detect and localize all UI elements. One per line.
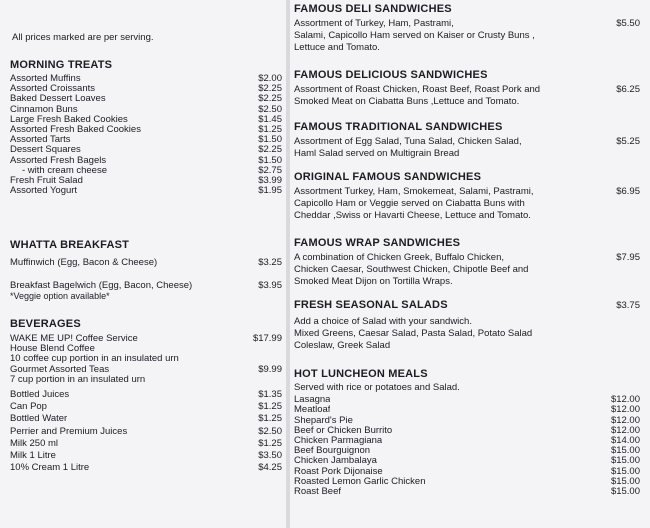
veggie-note: *Veggie option available* [10,291,110,302]
column-divider [286,0,290,528]
menu-list [294,395,640,497]
menu-item [294,446,640,456]
menu-item [10,365,282,375]
item-price: $2.50 [258,425,282,437]
item-price: $15.00 [610,455,640,467]
section-description [294,186,640,222]
item-name: Can Pop [10,402,47,413]
description-line: Lettuce and Tomato. [294,42,380,53]
menu-item [10,390,282,400]
menu-item [294,487,640,497]
item-name: Assorted Fresh Bagels [10,155,107,166]
item-price: $1.25 [258,413,282,425]
menu-item [10,135,282,145]
description-line: Assortment of Egg Salad, Tuna Salad, Chicken Salad, [294,136,522,147]
menu-item [294,395,640,405]
item-name: Dessert Squares [10,145,81,156]
item-name: Bottled Juices [10,389,70,400]
item-price: $3.25 [258,257,282,268]
menu-item [10,334,282,344]
description-line: Smoked Meat Dijon on Tortilla Wraps. [294,276,453,287]
item-name: Roast Beef [294,486,341,497]
section-whatta-breakfast [10,239,282,301]
item-price: $4.25 [258,462,282,474]
section-hot-luncheon [294,368,640,497]
item-price: $1.25 [258,437,282,449]
description-line: Salami, Capicollo Ham served on Kaiser or Crusty Buns , [294,30,535,41]
section-title: FAMOUS WRAP SANDWICHES [294,237,461,249]
menu-item [10,344,282,354]
item-price: $17.99 [252,333,282,344]
section-traditional-sandwiches [294,121,640,160]
section-title: FAMOUS DELICIOUS SANDWICHES [294,69,488,81]
menu-list [10,74,282,196]
item-name: Roasted Lemon Garlic Chicken [294,476,426,487]
description-line: Assortment of Roast Chicken, Roast Beef, Roast Pork and [294,84,541,95]
item-name: Assorted Muffins [10,74,81,84]
item-name: Bottled Water [10,414,68,425]
item-name: Breakfast Bagelwich (Egg, Bacon, Cheese) [10,281,193,292]
section-description [294,84,640,108]
description-line: Assortment Turkey, Ham, Smokemeat, Salami, Pastrami, [294,186,534,197]
menu-item [10,281,282,291]
menu-item [10,105,282,115]
item-price: $1.35 [258,388,282,400]
item-name: Milk 250 ml [10,438,59,449]
menu-item [10,463,282,473]
menu-item [294,456,640,466]
item-price: $2.00 [258,73,282,84]
item-name: Assorted Tarts [10,135,71,146]
section-description [294,136,640,160]
section-delicious-sandwiches [294,69,640,108]
section-description [294,252,640,288]
section-price: $6.95 [616,186,640,197]
item-name: Gourmet Assorted Teas [10,364,110,375]
description-line: Assortment of Turkey, Ham, Pastrami, [294,18,454,29]
item-name: Baked Dessert Loaves [10,94,106,105]
description-line: Mixed Greens, Caesar Salad, Pasta Salad, Potato Salad [294,328,533,339]
menu-item [10,94,282,104]
section-description [294,18,640,54]
section-price: $5.50 [616,18,640,29]
menu-item [294,426,640,436]
item-name: Assorted Fresh Baked Cookies [10,124,141,135]
item-name: Beef or Chicken Burrito [294,425,393,436]
item-name: 10% Cream 1 Litre [10,463,90,474]
section-title: MORNING TREATS [10,59,113,71]
item-name: - with cream cheese [22,165,108,176]
item-name: 10 coffee cup portion in an insulated urn [10,354,179,365]
section-title: HOT LUNCHEON MEALS [294,368,428,380]
menu-item [294,436,640,446]
menu-item [10,186,282,196]
item-name: Chicken Parmagiana [294,435,383,446]
menu-item [10,115,282,125]
item-price: $2.50 [258,103,282,115]
item-name: Muffinwich (Egg, Bacon & Cheese) [10,258,158,268]
item-name: Shepard's Pie [294,415,353,426]
item-price: $1.95 [258,185,282,197]
section-price: $6.25 [616,84,640,95]
menu-item [10,156,282,166]
menu-item [294,416,640,426]
menu-item [10,402,282,412]
item-name: Perrier and Premium Juices [10,426,128,437]
item-price: $14.00 [610,434,640,446]
section-title: BEVERAGES [10,318,81,330]
item-price: $1.50 [258,154,282,166]
item-price: $12.00 [610,424,640,436]
item-name: Beef Bourguignon [294,446,371,457]
menu-item [10,84,282,94]
item-price: $15.00 [610,445,640,457]
section-deli-sandwiches [294,3,640,54]
item-name: Lasagna [294,395,331,406]
section-title: ORIGINAL FAMOUS SANDWICHES [294,171,482,183]
menu-item [10,166,282,176]
menu-item [10,427,282,437]
item-price: $3.99 [258,174,282,186]
item-price: $1.25 [258,123,282,135]
right-column [294,0,640,528]
section-price: $7.95 [616,252,640,263]
section-morning-treats [10,59,282,196]
section-title: FRESH SEASONAL SALADS [294,299,448,311]
section-price: $5.25 [616,136,640,147]
item-price [278,375,282,385]
item-name: Cinnamon Buns [10,104,78,115]
item-name: Assorted Yogurt [10,186,78,197]
menu-item [10,375,282,385]
item-name: Milk 1 Litre [10,450,56,461]
item-price: $2.75 [258,164,282,176]
menu-item [10,414,282,424]
section-subtitle [294,383,640,393]
item-price: $2.25 [258,83,282,95]
item-price: $1.45 [258,113,282,125]
section-seasonal-salads [294,299,640,352]
menu-item [10,354,282,364]
section-title: FAMOUS TRADITIONAL SANDWICHES [294,121,503,133]
item-price: $2.25 [258,93,282,105]
menu-list [10,334,282,473]
item-name: Roast Pork Dijonaise [294,466,383,477]
section-wrap-sandwiches [294,237,640,288]
section-beverages [10,318,282,473]
item-price: $3.50 [258,449,282,461]
item-name: Chicken Jambalaya [294,456,377,467]
item-name: Large Fresh Baked Cookies [10,114,128,125]
menu-item [10,451,282,461]
description-line: Coleslaw, Greek Salad [294,340,391,351]
description-line: A combination of Chicken Greek, Buffalo Chicken, [294,252,504,263]
menu-item [10,439,282,449]
menu-item [294,467,640,477]
description-line: Haml Salad served on Multigrain Bread [294,148,460,159]
section-price: $3.75 [616,300,640,311]
description-line: Chicken Caesar, Southwest Chicken, Chipotle Beef and [294,264,529,275]
menu-item [10,258,282,268]
item-price: $15.00 [610,475,640,487]
serving-note: All prices marked are per serving. [12,32,154,43]
item-price: $9.99 [258,363,282,375]
subtitle-text: Served with rice or potatoes and Salad. [294,383,460,393]
menu-item [294,477,640,487]
menu-item [10,74,282,84]
item-price: $12.00 [610,414,640,426]
item-price: $3.95 [258,280,282,292]
item-name: WAKE ME UP! Coffee Service [10,334,138,344]
item-price: $2.25 [258,144,282,156]
description-line: Capicollo Ham or Veggie served on Ciabatta Buns with [294,198,525,209]
item-price: $1.25 [258,401,282,413]
section-title: FAMOUS DELI SANDWICHES [294,3,452,15]
item-price: $12.00 [610,394,640,406]
item-name: Meatloaf [294,405,331,416]
description-line: Add a choice of Salad with your sandwich. [294,316,472,327]
section-title: WHATTA BREAKFAST [10,239,130,251]
menu-item [294,405,640,415]
left-column [10,0,282,528]
item-price: $1.50 [258,134,282,146]
item-name: House Blend Coffee [10,344,95,355]
menu-item [10,176,282,186]
description-line: Cheddar ,Swiss or Havarti Cheese, Lettuce and Tomato. [294,210,531,221]
item-price: $15.00 [610,465,640,477]
item-price [278,344,282,354]
description-line: Smoked Meat on Ciabatta Buns ,Lettuce and Tomato. [294,96,520,107]
section-original-sandwiches [294,171,640,222]
item-name: Fresh Fruit Salad [10,175,83,186]
item-price: $12.00 [610,404,640,416]
item-price: $15.00 [610,485,640,497]
menu-item [10,125,282,135]
item-name: Assorted Croissants [10,84,96,95]
item-name: 7 cup portion in an insulated urn [10,374,146,385]
menu-item [10,145,282,155]
